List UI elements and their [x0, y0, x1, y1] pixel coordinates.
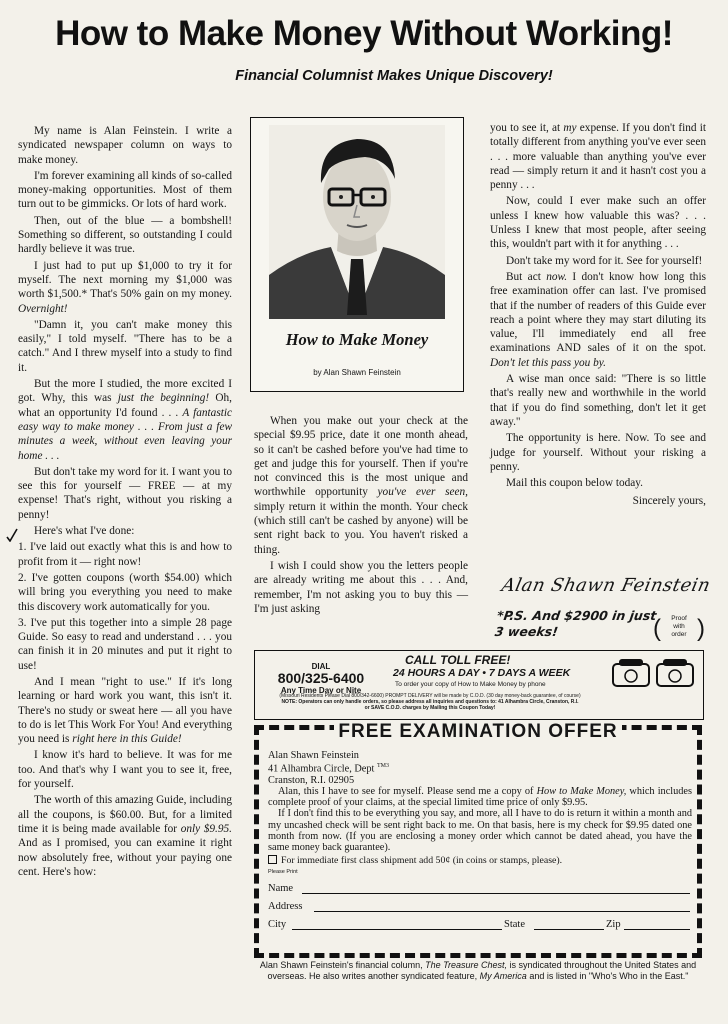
- paragraph: Now, could I ever make such an offer unless I knew how valuable this was? . . . Unless I knew that most people, after seeing this, wouldn't part with it for anything . . .: [490, 195, 706, 251]
- portrait-image: [269, 125, 445, 319]
- paragraph: I just had to put up $1,000 to try it for myself. The next morning my $1,000 was worth $1,500.* That's 50% gain on my money. Overnight!: [18, 259, 232, 315]
- paragraph: Mail this coupon below today.: [506, 477, 644, 490]
- proof-badge: ( ) Proof with order: [653, 615, 705, 642]
- paragraph: When you make out your check at the special $9.95 price, date it one month ahead, so it can't be cashed before you've had time to get and judge this for yourself. Then if you're not convinced this is the most unique and worthwhile opportunity you've ever seen, simply return it within the month. Your check (which still can't be cashed by anyone) will be sent right back to you. You haven't risked a thing.: [254, 415, 468, 556]
- phone-number[interactable]: 800/325-6400: [277, 670, 365, 686]
- toll-free-heading: CALL TOLL FREE!: [405, 653, 511, 667]
- paragraph: I wish I could show you the letters people are already writing me about this . . . And, remember, I'm not asking you to buy this — I'm just asking: [254, 559, 468, 615]
- paragraph: I'm forever examining all kinds of so-called money-making opportunities. Most of them turn out to be gimmicks. Or lots of hard work.: [18, 169, 232, 211]
- paragraph: Here's what I've done:: [34, 525, 135, 538]
- paragraph: But the more I studied, the more excited I got. Why, this was just the beginning! Oh, what an opportunity I'd found . . . A fantastic easy way to make money . . . From just a few minutes a week, without even leaving your home . . .: [18, 378, 233, 462]
- footer-bio: Alan Shawn Feinstein's financial column, The Treasure Chest, is syndicated throughout the United States and overseas. He also writes another syndicated feature, My America and is listed in "Who's Who in the East.": [259, 960, 697, 981]
- address-field[interactable]: Address: [268, 898, 692, 915]
- checkmark-icon: [6, 528, 18, 542]
- paragraph: Then, out of the blue — a bombshell! Something so different, so outstanding I could hardly believe it was true.: [18, 214, 232, 256]
- coupon-paragraph: If I don't find this to be everything you say, and more, all I have to do is return it within a month and my uncashed check will be sent right back to me. On that basis, here is my check for $9.95 dated one month from now. (If you are enclosing a money order which cannot be dated ahead, you have the same money back guarantee).: [268, 808, 692, 854]
- signature: Alan Shawn Feinstein: [499, 575, 713, 596]
- city-state-zip-field[interactable]: City State Zip: [268, 916, 692, 933]
- please-print-label: Please Print: [268, 869, 298, 876]
- telephone-icon: [611, 656, 697, 692]
- list-item: 2. I've gotten coupons (worth $54.00) which will bring you everything you need to make this discovery work automatically for you.: [18, 571, 232, 613]
- paragraph: My name is Alan Feinstein. I write a syndicated newspaper column on ways to make money.: [18, 125, 232, 166]
- closing: Sincerely yours,: [632, 495, 706, 508]
- list-item: 3. I've put this together into a simple 28 page Guide. So easy to read and understand . . . you can finish it in 20 minutes and put it right to use!: [18, 616, 232, 672]
- checkbox[interactable]: [268, 855, 277, 864]
- paragraph: you to see it, at my expense. If you don't find it totally different from anything you've ever seen . . . more valuable than anything you've ever read — simply return it and it hasn't cost you a penny . . .: [490, 122, 707, 192]
- name-field[interactable]: Name: [268, 880, 692, 897]
- subheadline: Financial Columnist Makes Unique Discovery!: [235, 68, 553, 84]
- order-line: To order your copy of How to Make Money by phone: [395, 681, 546, 688]
- postscript: *P.S. And $2900 in just 3 weeks!: [493, 608, 658, 639]
- headline: How to Make Money Without Working!: [55, 14, 673, 53]
- column-2: [254, 414, 468, 618]
- coupon-body: Alan Shawn Feinstein 41 Alhambra Circle, Dept $^{TM3}$ Cranston, R.I. 02905 Alan, this I have to see for myself. Please send me a copy of How to Make Money, which includes complete proof of your claims, at the special limited time price of only $9.95. If I don't find this to be everything you say, and more, all I have to do is return it within a month and my uncashed check will be sent right back to me. On that basis, here is my check for $9.95 dated one month from now. (If you are enclosing a money order which cannot be dated ahead, you have the same money back guarantee). For immediate first class shipment add 50¢ (in coins or stamps, please). Please Print Name Address City State Zip: [268, 750, 692, 933]
- toll-free-box: [254, 650, 704, 720]
- book-photo-box: [250, 117, 464, 392]
- book-author: by Alan Shawn Feinstein: [313, 368, 401, 377]
- coupon-title: FREE EXAMINATION OFFER: [259, 721, 697, 743]
- phone-block: DIAL 800/325-6400 Any Time Day or Nite: [261, 662, 381, 695]
- paragraph: I know it's hard to believe. It was for me too. And that's why I want you to see it, free, for yourself.: [18, 749, 232, 791]
- order-coupon[interactable]: [254, 721, 702, 958]
- paragraph: But don't take my word for it. I want you to see this for yourself — FREE — at my expense! That's right, without you risking a penny!: [18, 465, 232, 521]
- paragraph: Don't take my word for it. See for yourself!: [506, 254, 703, 267]
- paragraph: The opportunity is here. Now. To see and judge for yourself. Without your risking a penny.: [490, 432, 706, 473]
- paragraph: The worth of this amazing Guide, including all the coupons, is $60.00. But, for a limited time it is being made available for only $9.95. And as I promised, you can examine it right now absolutely free, without your paying one cent. Here's how:: [18, 794, 232, 878]
- list-item: 1. I've laid out exactly what this is and how to profit from it — right now!: [18, 541, 232, 568]
- fine-print: (Missouri Residents Please Dial 800/342-6600) PROMPT DELIVERY will be made by C.O.D. (30 day money-back guarantee, of course) NOTE: Operators can only handle orders, so please address all inquiries and questions to: 41 Alhambra Circle, Cranston, R.I. or SAVE C.O.D. charges by Mailing this Coupon Today!: [279, 693, 581, 711]
- book-title: How to Make Money: [285, 330, 429, 349]
- hours: 24 HOURS A DAY • 7 DAYS A WEEK: [393, 667, 571, 679]
- column-1: [18, 124, 232, 881]
- paragraph: But act now. I don't know how long this free examination offer can last. I've promised that if the number of readers of this Guide ever reach a point where they may start diluting its value, I'll immediately end all free examinations AND sales of it on the spot. Don't let this pass you by.: [490, 270, 706, 369]
- coupon-paragraph: Alan, this I have to see for myself. Please send me a copy of How to Make Money, which includes complete proof of your claims, at the special limited time price of only $9.95.: [268, 786, 693, 809]
- first-class-checkbox-row[interactable]: For immediate first class shipment add 50¢ (in coins or stamps, please).: [268, 855, 692, 866]
- author-photo: [269, 125, 445, 319]
- paragraph: A wise man once said: "There is so little that's really new and worthwhile in the world that if you do find something, don't let it get away.": [490, 373, 706, 428]
- paragraph: And I mean "right to use." If it's long learning or hard work you want, this isn't it. There's no study or sweat here — all you have to do is let This Work For You! And everything you need is right here in this Guide!: [18, 675, 232, 746]
- paragraph: "Damn it, you can't make money this easily," I told myself. "There has to be a catch." And I threw myself into a study to find it.: [18, 318, 232, 374]
- column-3: [490, 121, 706, 511]
